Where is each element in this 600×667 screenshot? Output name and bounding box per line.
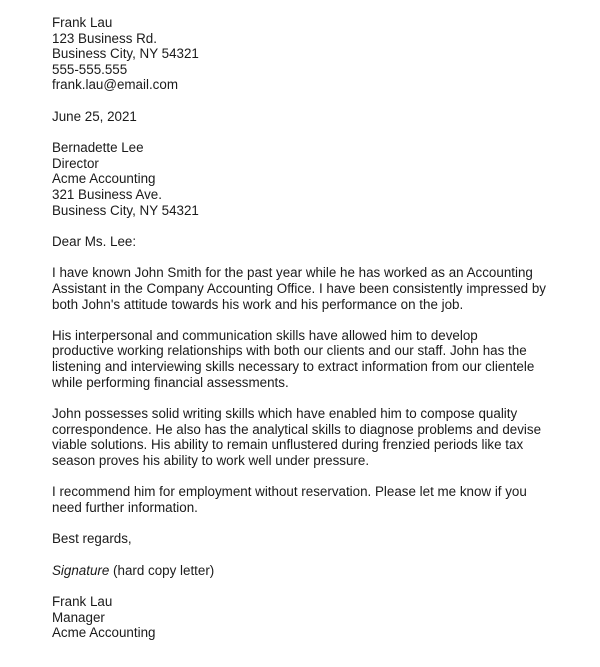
signature-label: Signature xyxy=(52,562,110,578)
signer-block xyxy=(52,594,552,641)
sender-phone: 555-555.555 xyxy=(52,61,128,77)
recipient-title: Director xyxy=(52,155,99,171)
sender-address xyxy=(52,15,552,93)
body-paragraph-3 xyxy=(52,406,552,468)
recipient-street: 321 Business Ave. xyxy=(52,186,162,202)
body-line: need further information. xyxy=(52,499,198,515)
body-line: while performing financial assessments. xyxy=(52,374,289,390)
body-line: Assistant in the Company Accounting Office. I have been consistently impressed by xyxy=(52,280,546,296)
signature-line xyxy=(52,563,552,579)
signer-title: Manager xyxy=(52,609,105,625)
letter-date xyxy=(52,109,552,125)
recipient-name: Bernadette Lee xyxy=(52,140,144,156)
signature-note: (hard copy letter) xyxy=(109,562,215,578)
body-paragraph-1 xyxy=(52,265,552,312)
closing-text: Best regards, xyxy=(52,531,132,547)
date-text: June 25, 2021 xyxy=(52,108,137,124)
sender-street: 123 Business Rd. xyxy=(52,30,157,46)
sender-city: Business City, NY 54321 xyxy=(52,46,199,62)
salutation-text: Dear Ms. Lee: xyxy=(52,233,137,249)
salutation xyxy=(52,234,552,250)
letter-page xyxy=(52,15,552,641)
closing xyxy=(52,531,552,547)
body-line: both John's attitude towards his work and his performance on the job. xyxy=(52,296,464,312)
body-line: productive working relationships with both our clients and our staff. John has the xyxy=(52,343,527,359)
body-line: His interpersonal and communication skills have allowed him to develop xyxy=(52,327,478,343)
body-line: correspondence. He also has the analytical skills to diagnose problems and devise xyxy=(52,421,542,437)
body-line: I recommend him for employment without reservation. Please let me know if you xyxy=(52,484,527,500)
recipient-address xyxy=(52,140,552,218)
recipient-company: Acme Accounting xyxy=(52,171,156,187)
body-line: John possesses solid writing skills which have enabled him to compose quality xyxy=(52,406,518,422)
body-line: season proves his ability to work well under pressure. xyxy=(52,452,370,468)
body-line: viable solutions. His ability to remain unflustered during frenzied periods like tax xyxy=(52,437,524,453)
body-line: I have known John Smith for the past year while he has worked as an Accounting xyxy=(52,265,533,281)
recipient-city: Business City, NY 54321 xyxy=(52,202,199,218)
signature-text xyxy=(52,563,552,579)
sender-email: frank.lau@email.com xyxy=(52,77,178,93)
sender-name: Frank Lau xyxy=(52,15,113,30)
signer-name: Frank Lau xyxy=(52,594,113,609)
body-paragraph-2 xyxy=(52,328,552,390)
body-paragraph-4 xyxy=(52,484,552,515)
body-line: listening and interviewing skills necessary to extract information from our clientele xyxy=(52,359,535,375)
signer-company: Acme Accounting xyxy=(52,625,156,641)
